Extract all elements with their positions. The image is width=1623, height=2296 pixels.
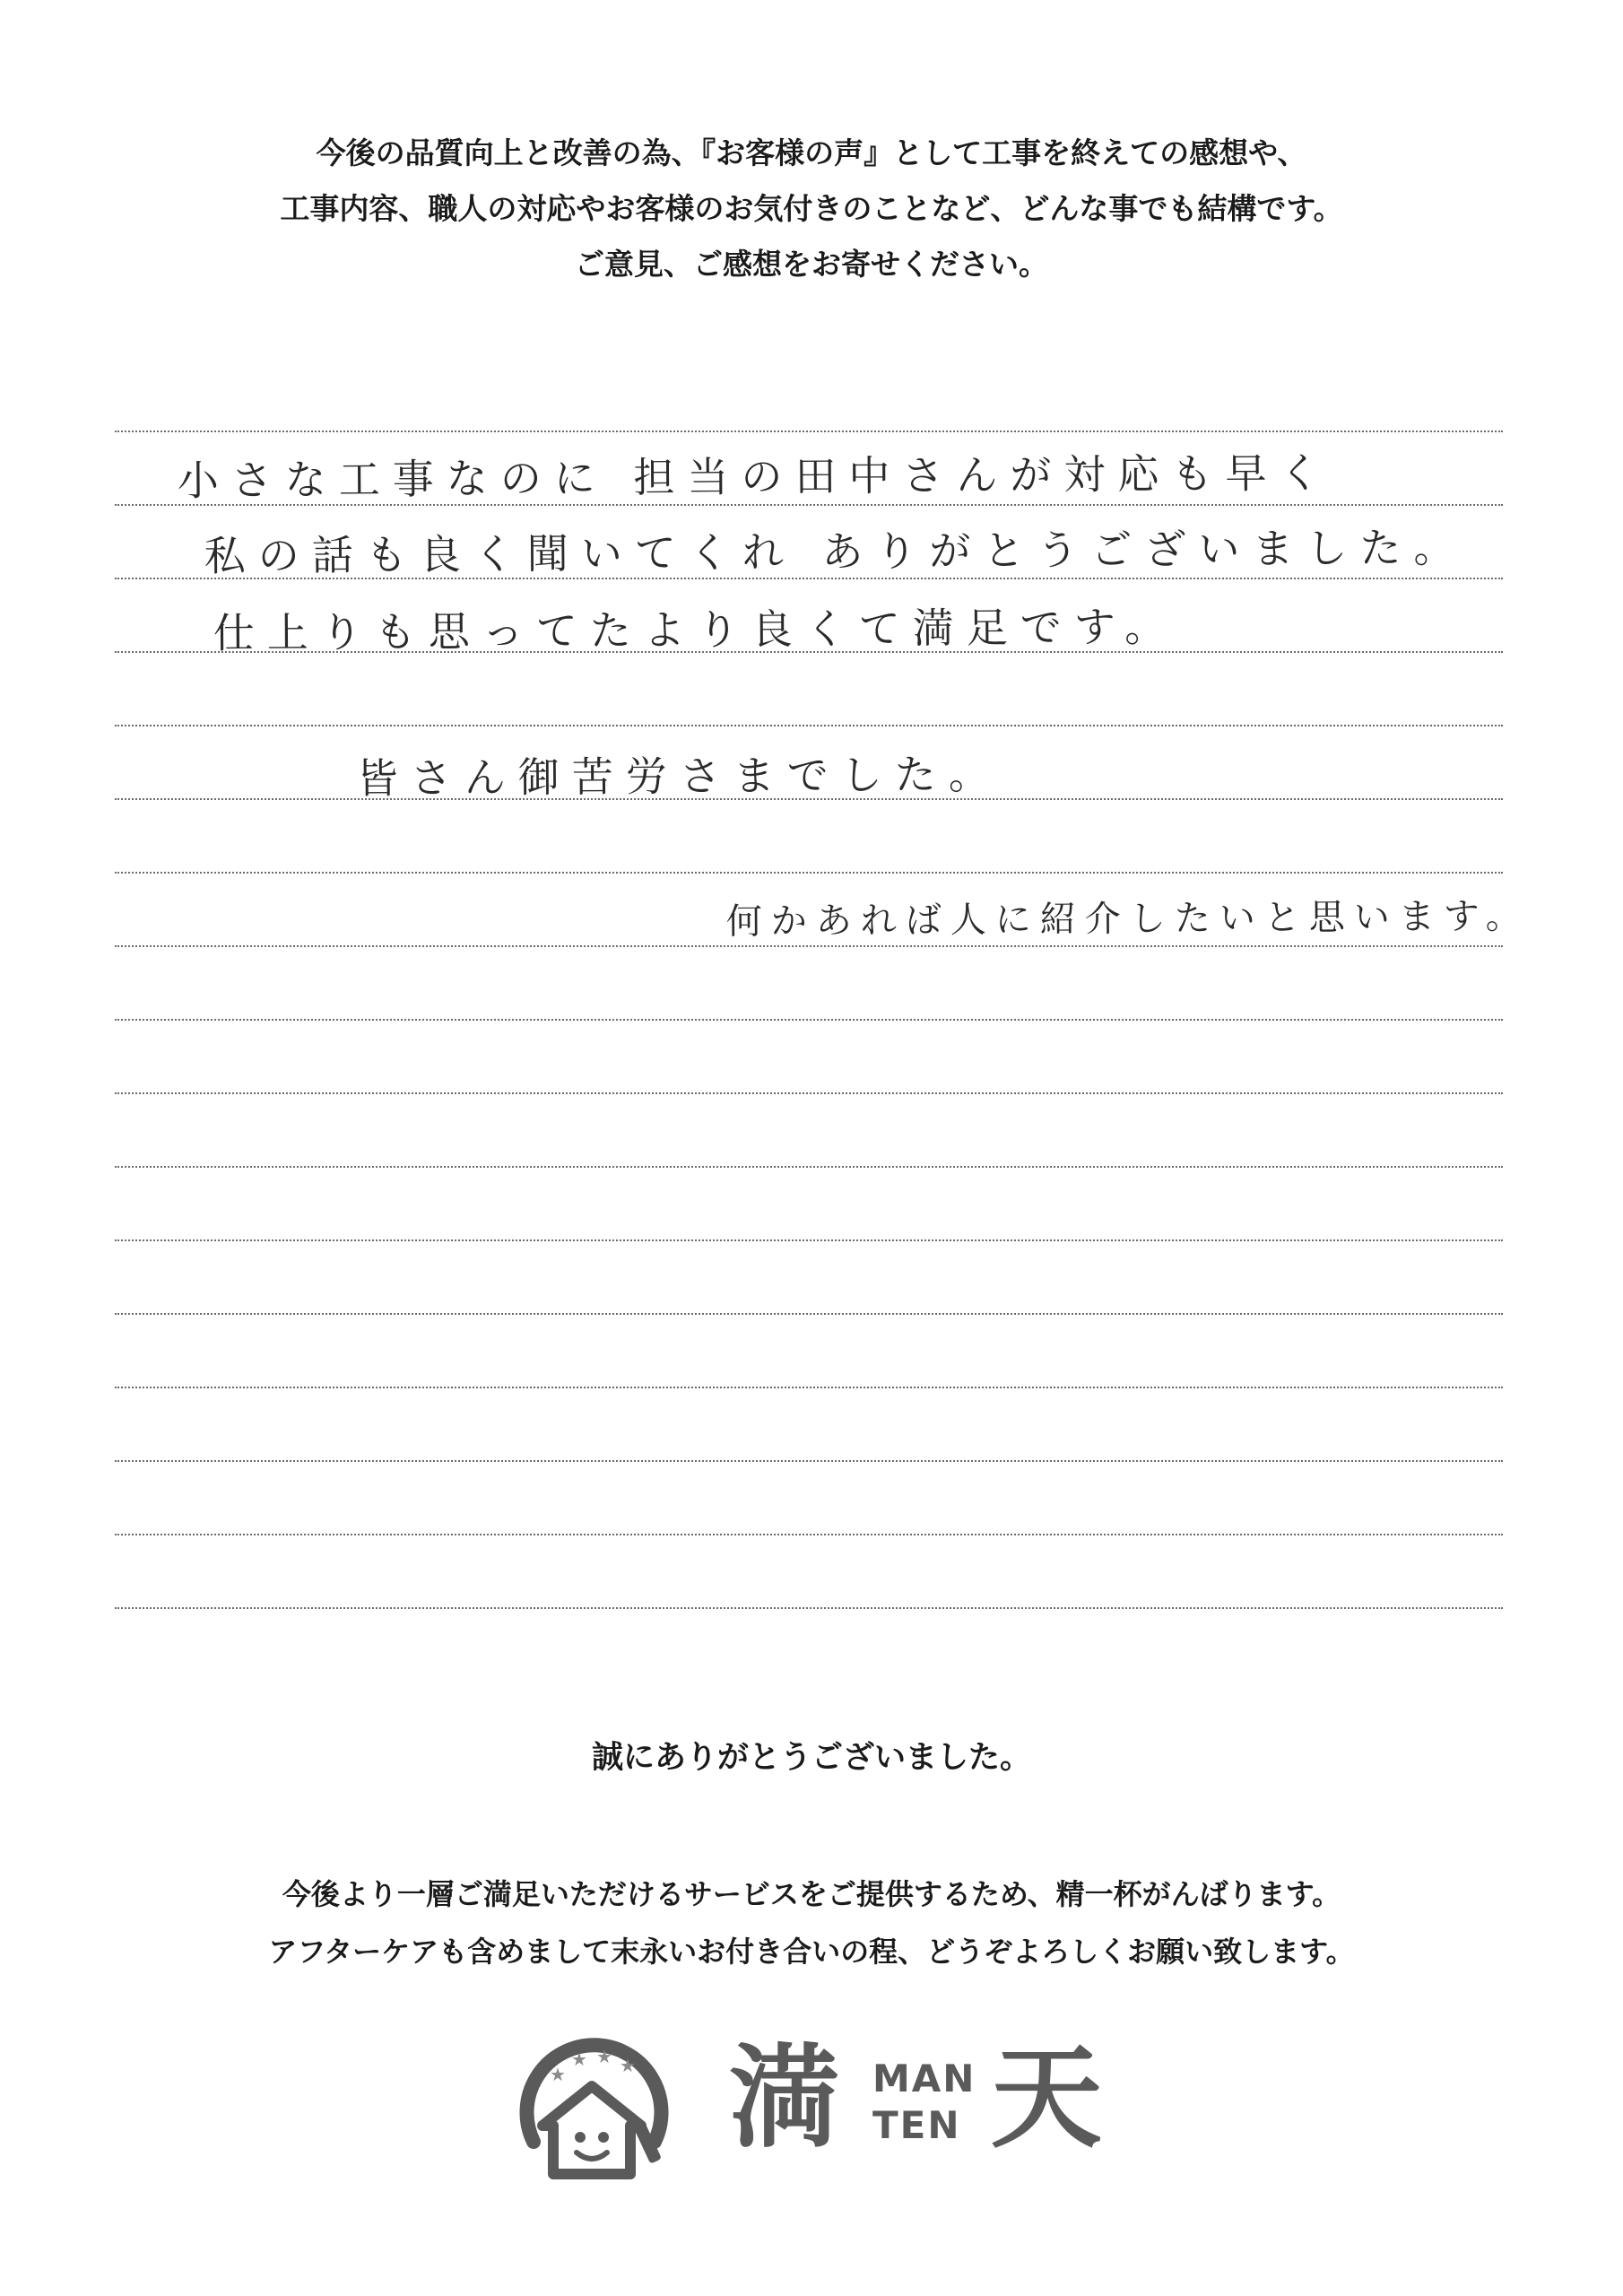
ruled-line <box>115 430 1503 432</box>
ruled-line <box>115 1607 1503 1609</box>
svg-text:★: ★ <box>571 2048 587 2070</box>
svg-text:★: ★ <box>596 2046 612 2067</box>
ruled-line <box>115 1166 1503 1168</box>
intro-line-3: ご意見、ご感想をお寄せください。 <box>575 247 1048 282</box>
ruled-line <box>115 1313 1503 1315</box>
house-emblem-icon <box>507 2016 677 2187</box>
logo-kanji-ten: 天 <box>991 2034 1103 2163</box>
handwritten-line-2: 私の話も良く聞いてくれ ありがとうございました。 <box>204 523 1468 581</box>
manten-logo <box>507 2016 1134 2187</box>
ruled-line <box>115 1092 1503 1094</box>
ruled-line <box>115 1019 1503 1021</box>
ruled-line <box>115 945 1503 947</box>
logo-roman <box>872 2056 976 2149</box>
ruled-line <box>115 1239 1503 1241</box>
closing-line-2: アフターケアも含めまして末永いお付き合いの程、どうぞよろしくお願い致します。 <box>268 1935 1355 1969</box>
handwritten-line-3: 仕上りも思ってたより良くて満足です。 <box>213 602 1179 658</box>
thanks-text: 誠にありがとうございました。 <box>591 1740 1031 1776</box>
ruled-line <box>115 872 1503 874</box>
handwritten-line-5: 何かあれば人に紹介したいと思います。 <box>725 895 1531 943</box>
logo-roman-man: MAN <box>872 2057 976 2100</box>
ruled-line <box>115 1460 1503 1462</box>
logo-kanji-man: 満 <box>729 2034 841 2163</box>
ruled-line <box>115 1387 1503 1388</box>
svg-text:★: ★ <box>550 2064 566 2085</box>
closing-text <box>0 1866 1623 1980</box>
ruled-line <box>115 725 1503 726</box>
closing-line-1: 今後より一層ご満足いただけるサービスをご提供するため、精一杯がんばります。 <box>282 1877 1341 1911</box>
handwritten-line-4: 皆さん御苦労さまでした。 <box>356 749 1002 804</box>
svg-text:★: ★ <box>620 2055 636 2076</box>
intro-line-2: 工事内容、職人の対応やお客様のお気付きのことなど、どんな事でも結構です。 <box>280 191 1343 226</box>
logo-roman-ten: TEN <box>872 2103 961 2147</box>
intro-text <box>0 126 1623 292</box>
handwritten-line-1: 小さな工事なのに 担当の田中さんが対応も早く <box>177 448 1333 506</box>
ruled-line <box>115 1534 1503 1535</box>
intro-line-1: 今後の品質向上と改善の為、『お客様の声』として工事を終えての感想や、 <box>316 135 1307 170</box>
comment-sheet <box>115 359 1531 1632</box>
